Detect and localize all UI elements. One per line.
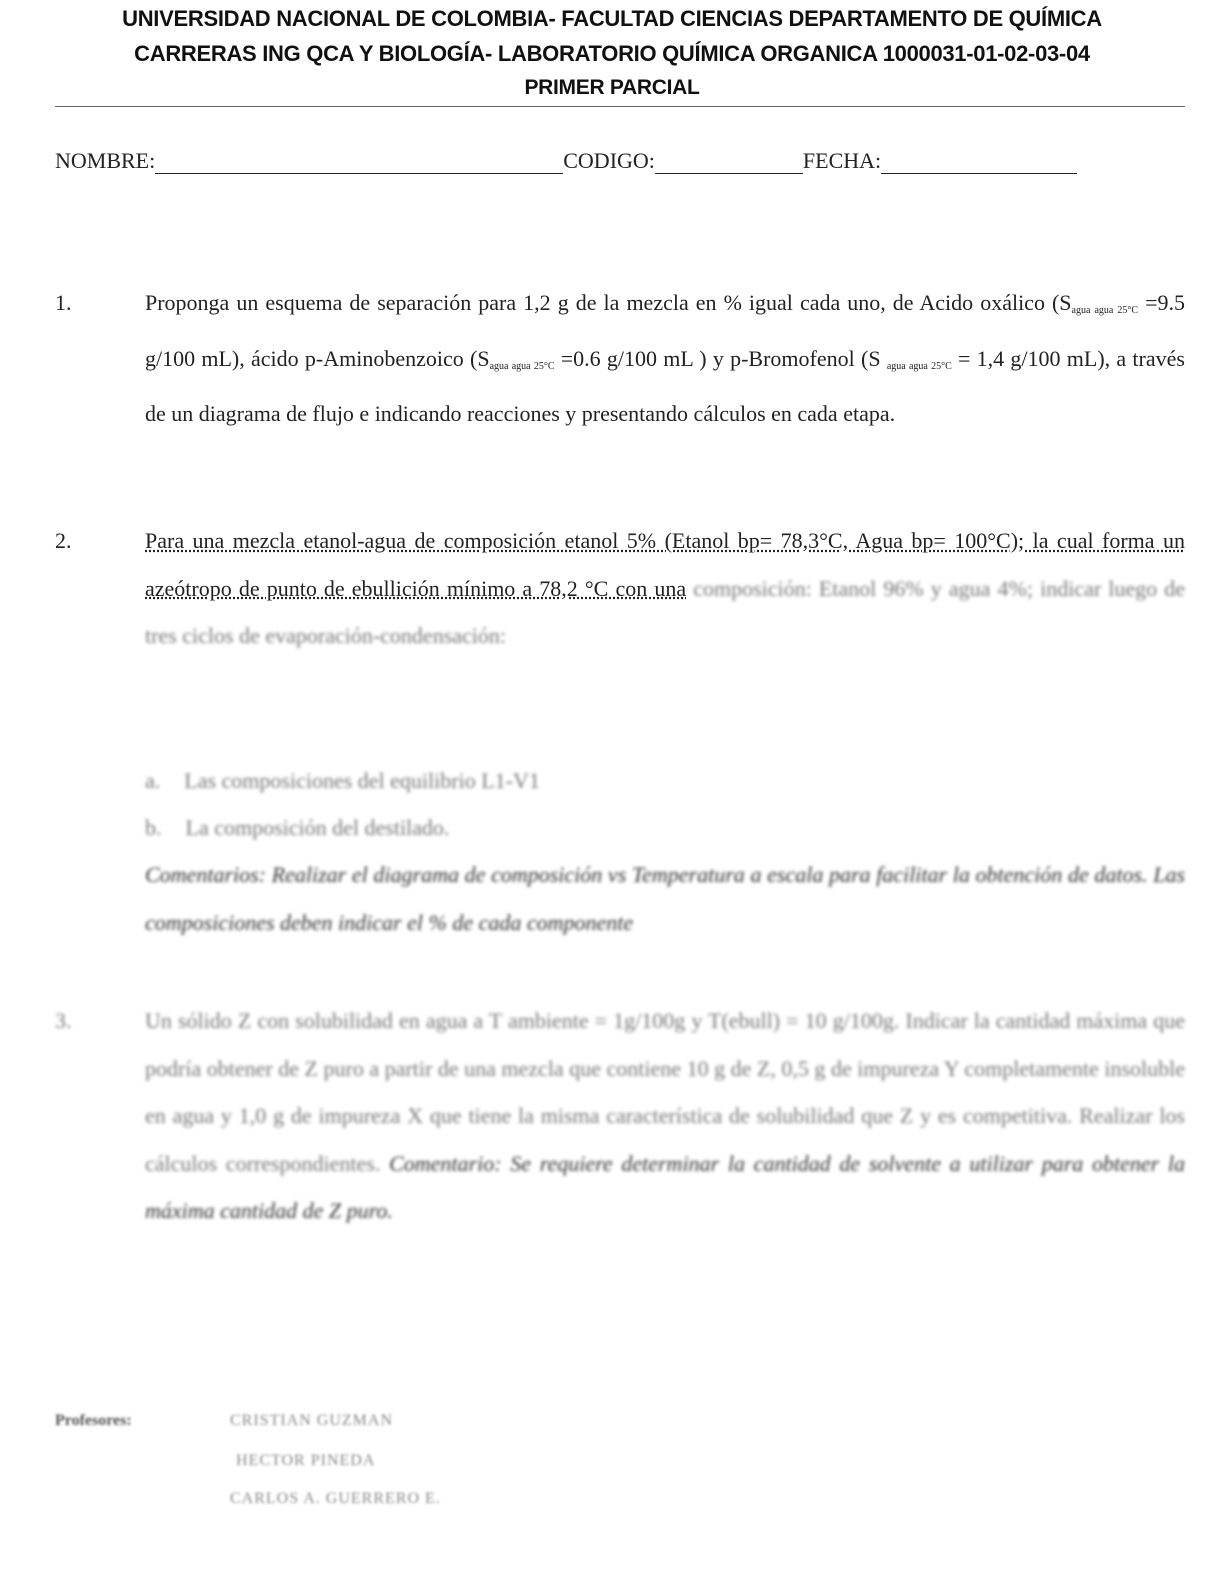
q1-subscript: agua agua 25°C bbox=[489, 360, 555, 372]
question-1-number: 1. bbox=[55, 290, 72, 315]
nombre-label: NOMBRE: bbox=[55, 148, 156, 173]
q1-text-part: Proponga un esquema de separación para 1,2 g de la mezcla en % igual cada uno, de Acido oxálico (S bbox=[145, 290, 1072, 315]
question-3-number: 3. bbox=[55, 1008, 72, 1033]
q2-text-visible: Para una mezcla etanol-agua de composición etanol 5% (Etanol bp= 78,3°C, Agua bp= 100°C); la cual forma un azeótropo de punto de ebullición mínimo a 78,2 °C con una bbox=[145, 528, 1185, 601]
nombre-field[interactable] bbox=[155, 149, 563, 174]
q3-text: Un sólido Z con solubilidad en agua a T ambiente = 1g/100g y T(ebull) = 10 g/100g. Indicar la cantidad máxima que podría obtener de Z puro a partir de una mezcla que contiene 10 g de Z, 0,5 g de impureza Y completamente insoluble en agua y 1,0 g de impureza X que tiene la misma característica de solubilidad que Z y es competitiva. Realizar los cálculos correspondientes. bbox=[145, 1008, 1185, 1176]
fecha-field[interactable] bbox=[881, 149, 1077, 174]
item-text: Las composiciones del equilibrio L1-V1 bbox=[184, 768, 540, 793]
q1-text-part: = 1,4 g/100 mL), a través de un diagrama de flujo e indicando reacciones y presentando cálculos en cada etapa. bbox=[145, 345, 1185, 426]
header-university: UNIVERSIDAD NACIONAL DE COLOMBIA- FACULTAD CIENCIAS DEPARTAMENTO DE QUÍMICA bbox=[122, 6, 1102, 31]
q1-text-part: =9.5 g/100 mL), ácido p-Aminobenzoico (S bbox=[145, 290, 1185, 371]
q1-text-part: =0.6 g/100 mL ) y p-Bromofenol (S bbox=[554, 345, 887, 371]
q2-text-blurred: composición: Etanol 96% y agua 4%; indicar luego de tres ciclos de evaporación-condensación: bbox=[145, 575, 1186, 648]
exam-title: PRIMER PARCIAL bbox=[524, 76, 700, 99]
professor-name: HECTOR PINEDA bbox=[236, 1452, 376, 1469]
question-1-text bbox=[145, 279, 1185, 438]
question-2-text bbox=[145, 517, 1185, 660]
question-2-item-a bbox=[145, 768, 540, 794]
q1-subscript: agua agua 25°C bbox=[1071, 305, 1139, 316]
codigo-field[interactable] bbox=[655, 149, 803, 174]
fecha-label: FECHA: bbox=[802, 148, 882, 173]
student-fields bbox=[55, 148, 1077, 174]
header-course: CARRERAS ING QCA Y BIOLOGÍA- LABORATORIO QUÍMICA ORGANICA 1000031-01-02-03-04 bbox=[134, 41, 1090, 66]
q1-subscript: agua agua 25°C bbox=[886, 360, 952, 372]
professors-label: Profesores: bbox=[55, 1412, 132, 1429]
item-letter: a. bbox=[145, 768, 161, 793]
q3-comment: Comentario: Se requiere determinar la cantidad de solvente a utilizar para obtener la máxima cantidad de Z puro. bbox=[145, 1150, 1186, 1223]
question-2-number: 2. bbox=[55, 528, 72, 553]
question-3-text bbox=[145, 997, 1185, 1235]
header-divider bbox=[55, 106, 1185, 107]
professor-name: CARLOS A. GUERRERO E. bbox=[230, 1490, 441, 1507]
item-text: La composición del destilado. bbox=[185, 815, 450, 840]
professor-name: CRISTIAN GUZMAN bbox=[230, 1412, 393, 1429]
codigo-label: CODIGO: bbox=[563, 148, 655, 173]
question-2-comment: Comentarios: Realizar el diagrama de composición vs Temperatura a escala para facilitar la obtención de datos. Las composiciones deben indicar el % de cada componente bbox=[145, 862, 1185, 935]
item-letter: b. bbox=[145, 815, 162, 840]
question-2-item-b bbox=[145, 815, 449, 841]
